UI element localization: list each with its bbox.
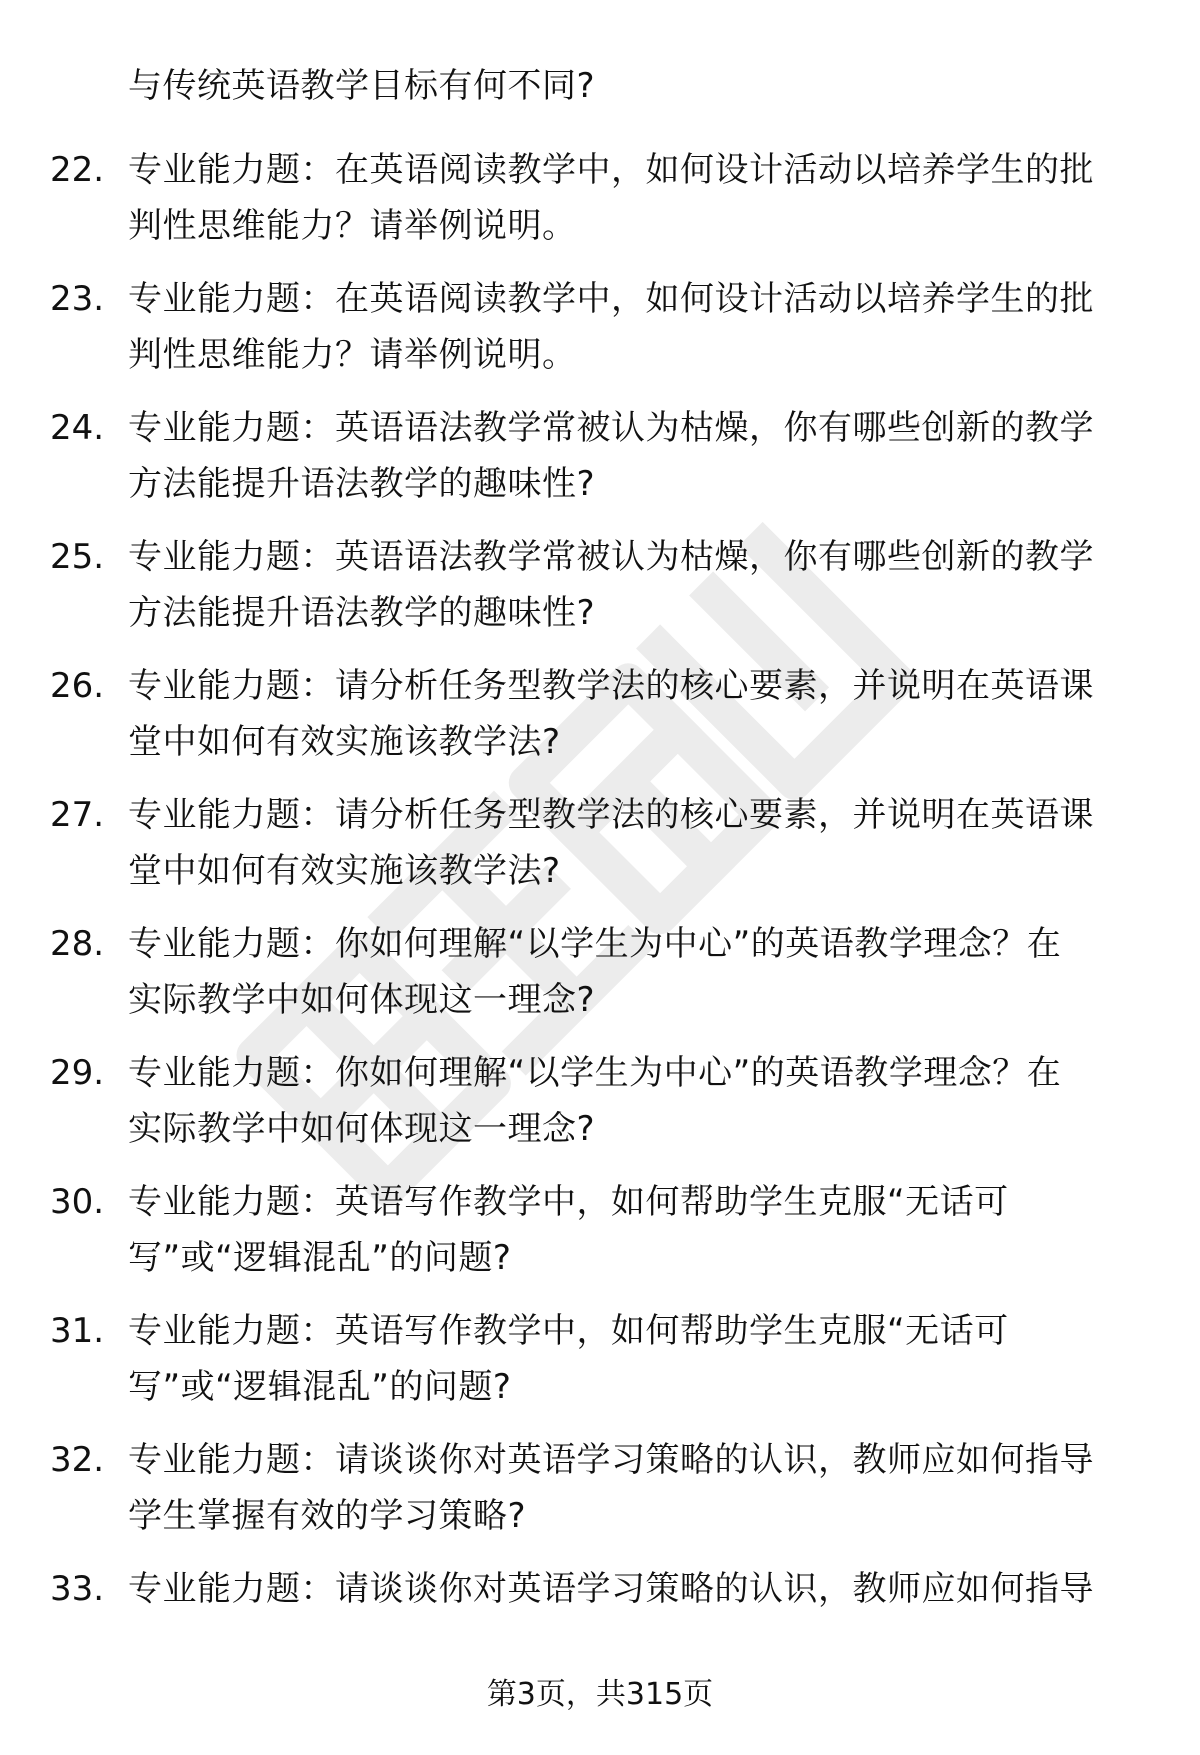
question-text <box>128 916 1148 1028</box>
question-text <box>128 787 1148 899</box>
question-item <box>0 787 1200 916</box>
question-line: 判性思维能力？请举例说明。 <box>128 335 577 375</box>
question-line: 实际教学中如何体现这一理念? <box>128 980 596 1020</box>
question-number: 32. <box>50 1440 105 1480</box>
question-line: 判性思维能力？请举例说明。 <box>128 206 577 246</box>
question-item <box>0 1303 1200 1432</box>
question-number: 26. <box>50 666 105 706</box>
question-item <box>0 400 1200 529</box>
question-text <box>128 1432 1148 1544</box>
continuation-line: 与传统英语教学目标有何不同? <box>128 66 596 106</box>
question-line: 堂中如何有效实施该教学法? <box>128 851 561 891</box>
page-number-footer: 第3页，共315页 <box>486 1677 714 1712</box>
question-number: 23. <box>50 279 105 319</box>
question-text <box>128 1561 1148 1617</box>
question-number: 25. <box>50 537 105 577</box>
question-number: 27. <box>50 795 105 835</box>
question-number: 33. <box>50 1569 105 1609</box>
question-item <box>0 1432 1200 1561</box>
question-text <box>128 529 1148 641</box>
question-number: 30. <box>50 1182 105 1222</box>
question-line: 专业能力题：请谈谈你对英语学习策略的认识，教师应如何指导 <box>128 1569 1094 1609</box>
question-line: 学生掌握有效的学习策略? <box>128 1496 527 1536</box>
question-line: 写”或“逻辑混乱”的问题? <box>128 1367 512 1407</box>
question-item <box>0 529 1200 658</box>
question-item <box>0 1561 1200 1690</box>
question-number: 24. <box>50 408 105 448</box>
question-line: 方法能提升语法教学的趣味性? <box>128 464 596 504</box>
question-item <box>0 142 1200 271</box>
question-text <box>128 658 1148 770</box>
question-line: 专业能力题：请分析任务型教学法的核心要素，并说明在英语课 <box>128 795 1094 835</box>
question-line: 专业能力题：请分析任务型教学法的核心要素，并说明在英语课 <box>128 666 1094 706</box>
question-line: 专业能力题：你如何理解“以学生为中心”的英语教学理念？在 <box>128 924 1062 964</box>
question-line: 专业能力题：你如何理解“以学生为中心”的英语教学理念？在 <box>128 1053 1062 1093</box>
question-number: 22. <box>50 150 105 190</box>
question-line: 专业能力题：英语语法教学常被认为枯燥，你有哪些创新的教学 <box>128 408 1094 448</box>
question-line: 堂中如何有效实施该教学法? <box>128 722 561 762</box>
question-text <box>128 1174 1148 1286</box>
question-list <box>0 142 1200 1690</box>
question-line: 方法能提升语法教学的趣味性? <box>128 593 596 633</box>
question-item <box>0 1174 1200 1303</box>
question-line: 专业能力题：在英语阅读教学中，如何设计活动以培养学生的批 <box>128 279 1094 319</box>
question-text <box>128 1303 1148 1415</box>
question-number: 29. <box>50 1053 105 1093</box>
question-line: 专业能力题：英语写作教学中，如何帮助学生克服“无话可 <box>128 1311 1009 1351</box>
question-line: 专业能力题：在英语阅读教学中，如何设计活动以培养学生的批 <box>128 150 1094 190</box>
question-item <box>0 1045 1200 1174</box>
question-text <box>128 271 1148 383</box>
question-line: 写”或“逻辑混乱”的问题? <box>128 1238 512 1278</box>
question-line: 实际教学中如何体现这一理念? <box>128 1109 596 1149</box>
question-item <box>0 271 1200 400</box>
question-number: 31. <box>50 1311 105 1351</box>
question-text <box>128 400 1148 512</box>
question-item <box>0 658 1200 787</box>
question-line: 专业能力题：英语语法教学常被认为枯燥，你有哪些创新的教学 <box>128 537 1094 577</box>
question-line: 专业能力题：请谈谈你对英语学习策略的认识，教师应如何指导 <box>128 1440 1094 1480</box>
question-line: 专业能力题：英语写作教学中，如何帮助学生克服“无话可 <box>128 1182 1009 1222</box>
question-number: 28. <box>50 924 105 964</box>
question-text <box>128 142 1148 254</box>
question-text <box>128 1045 1148 1157</box>
question-item <box>0 916 1200 1045</box>
